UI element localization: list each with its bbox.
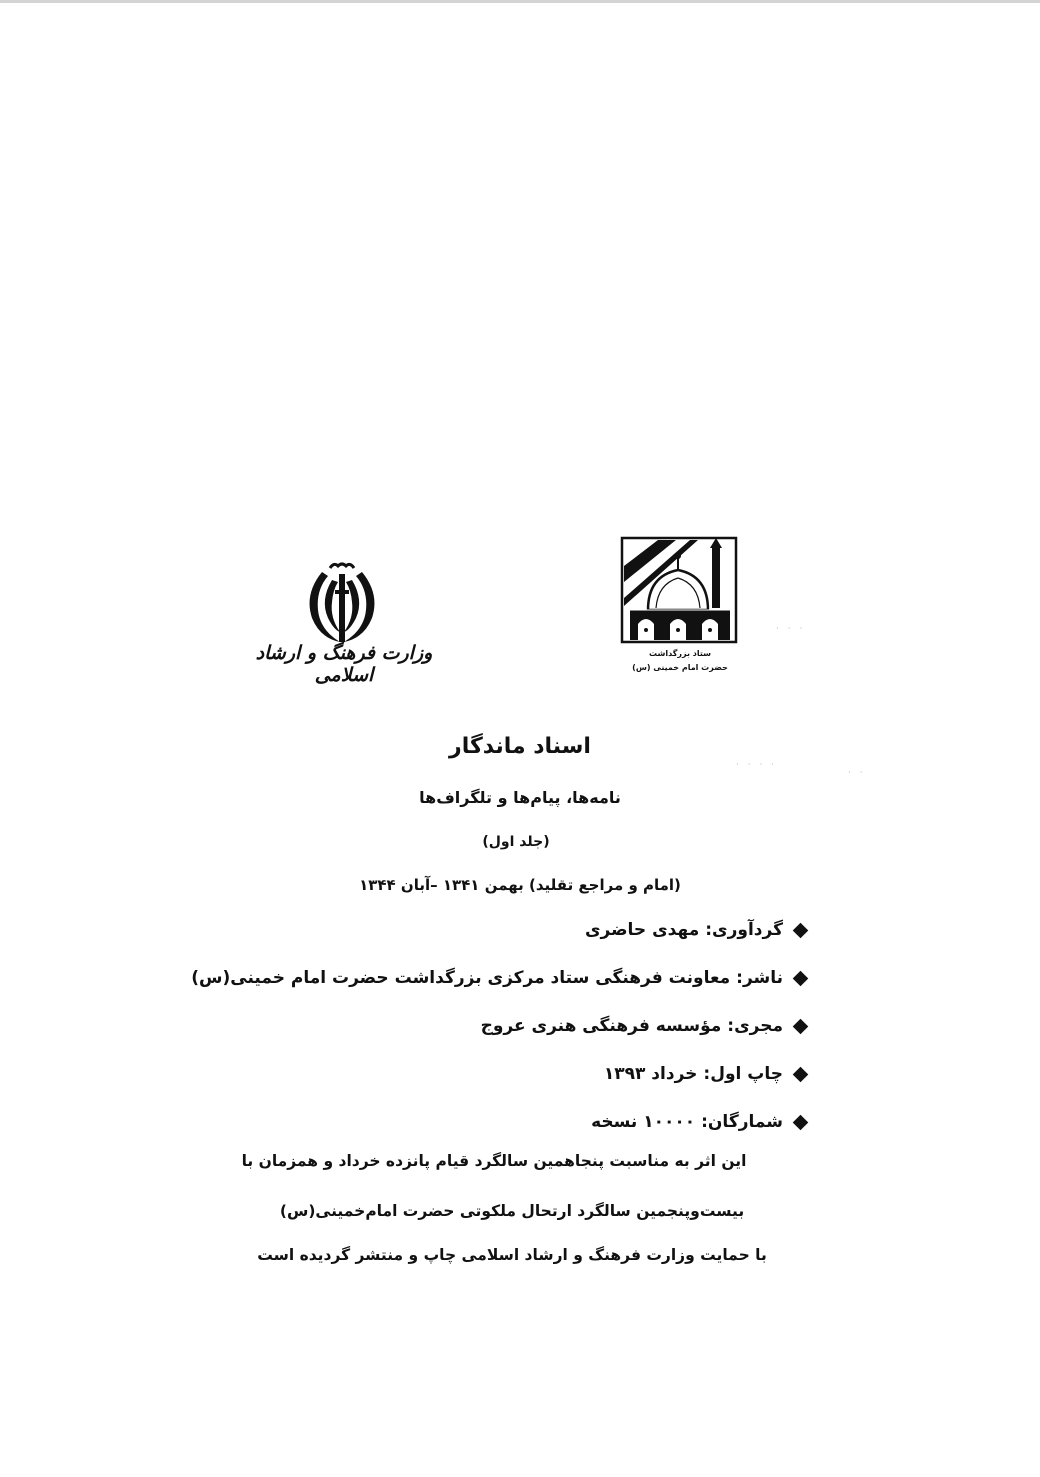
detail-print-run (188, 1098, 808, 1146)
statement-line-3: با حمایت وزارت فرهنگ و ارشاد اسلامی چاپ و منتشر گردیده است (257, 1246, 767, 1264)
ministry-logo (234, 560, 454, 686)
book-title: اسناد ماندگار (449, 734, 591, 759)
diamond-bullet-icon (793, 922, 809, 938)
detail-value: ۱۰۰۰۰ نسخه (591, 1112, 696, 1132)
diamond-bullet-icon (793, 1066, 809, 1082)
diamond-bullet-icon (793, 1018, 809, 1034)
setad-caption-line2: حضرت امام خمینی (س) (632, 663, 728, 672)
detail-label: گردآوری: (705, 920, 783, 940)
scan-noise: · · (848, 768, 866, 778)
book-subtitle: نامه‌ها، پیام‌ها و تلگراف‌ها (419, 788, 621, 807)
detail-compiler (188, 906, 808, 954)
ministry-name: وزارت فرهنگ و ارشاد اسلامی (255, 642, 433, 686)
detail-value: مؤسسه فرهنگی هنری عروج (480, 1016, 722, 1036)
book-volume: (جلد اول) (482, 834, 550, 850)
detail-value: معاونت فرهنگی ستاد مرکزی بزرگداشت حضرت امام خمینی(س) (191, 968, 731, 988)
statement-line-1: این اثر به مناسبت پنجاهمین سالگرد قیام پانزده خرداد و همزمان با (241, 1152, 747, 1170)
detail-publisher (188, 954, 808, 1002)
detail-value: مهدی حاضری (584, 920, 700, 940)
detail-first-print (188, 1050, 808, 1098)
detail-executor (188, 1002, 808, 1050)
publication-details (188, 906, 808, 1146)
statement-line-2: بیست‌وپنجمین سالگرد ارتحال ملکوتی حضرت امام‌خمینی(س) (279, 1202, 745, 1220)
scan-noise: · · · · (736, 760, 778, 770)
detail-label: چاپ اول: (703, 1064, 783, 1084)
diamond-bullet-icon (793, 1114, 809, 1130)
setad-dome-emblem-icon (620, 536, 738, 646)
iran-emblem-icon (302, 560, 382, 644)
detail-label: شمارگان: (701, 1112, 783, 1132)
scan-noise: · · · (776, 624, 806, 634)
diamond-bullet-icon (793, 970, 809, 986)
book-period: (امام و مراجع تقلید) بهمن ۱۳۴۱ –آبان ۱۳۴۴ (359, 876, 681, 894)
setad-logo (620, 536, 740, 684)
detail-label: مجری: (727, 1016, 783, 1036)
detail-value: خرداد ۱۳۹۳ (603, 1064, 698, 1084)
detail-label: ناشر: (736, 968, 783, 988)
setad-caption-line1: ستاد بزرگداشت (649, 649, 711, 658)
page-top-border (0, 0, 1040, 3)
